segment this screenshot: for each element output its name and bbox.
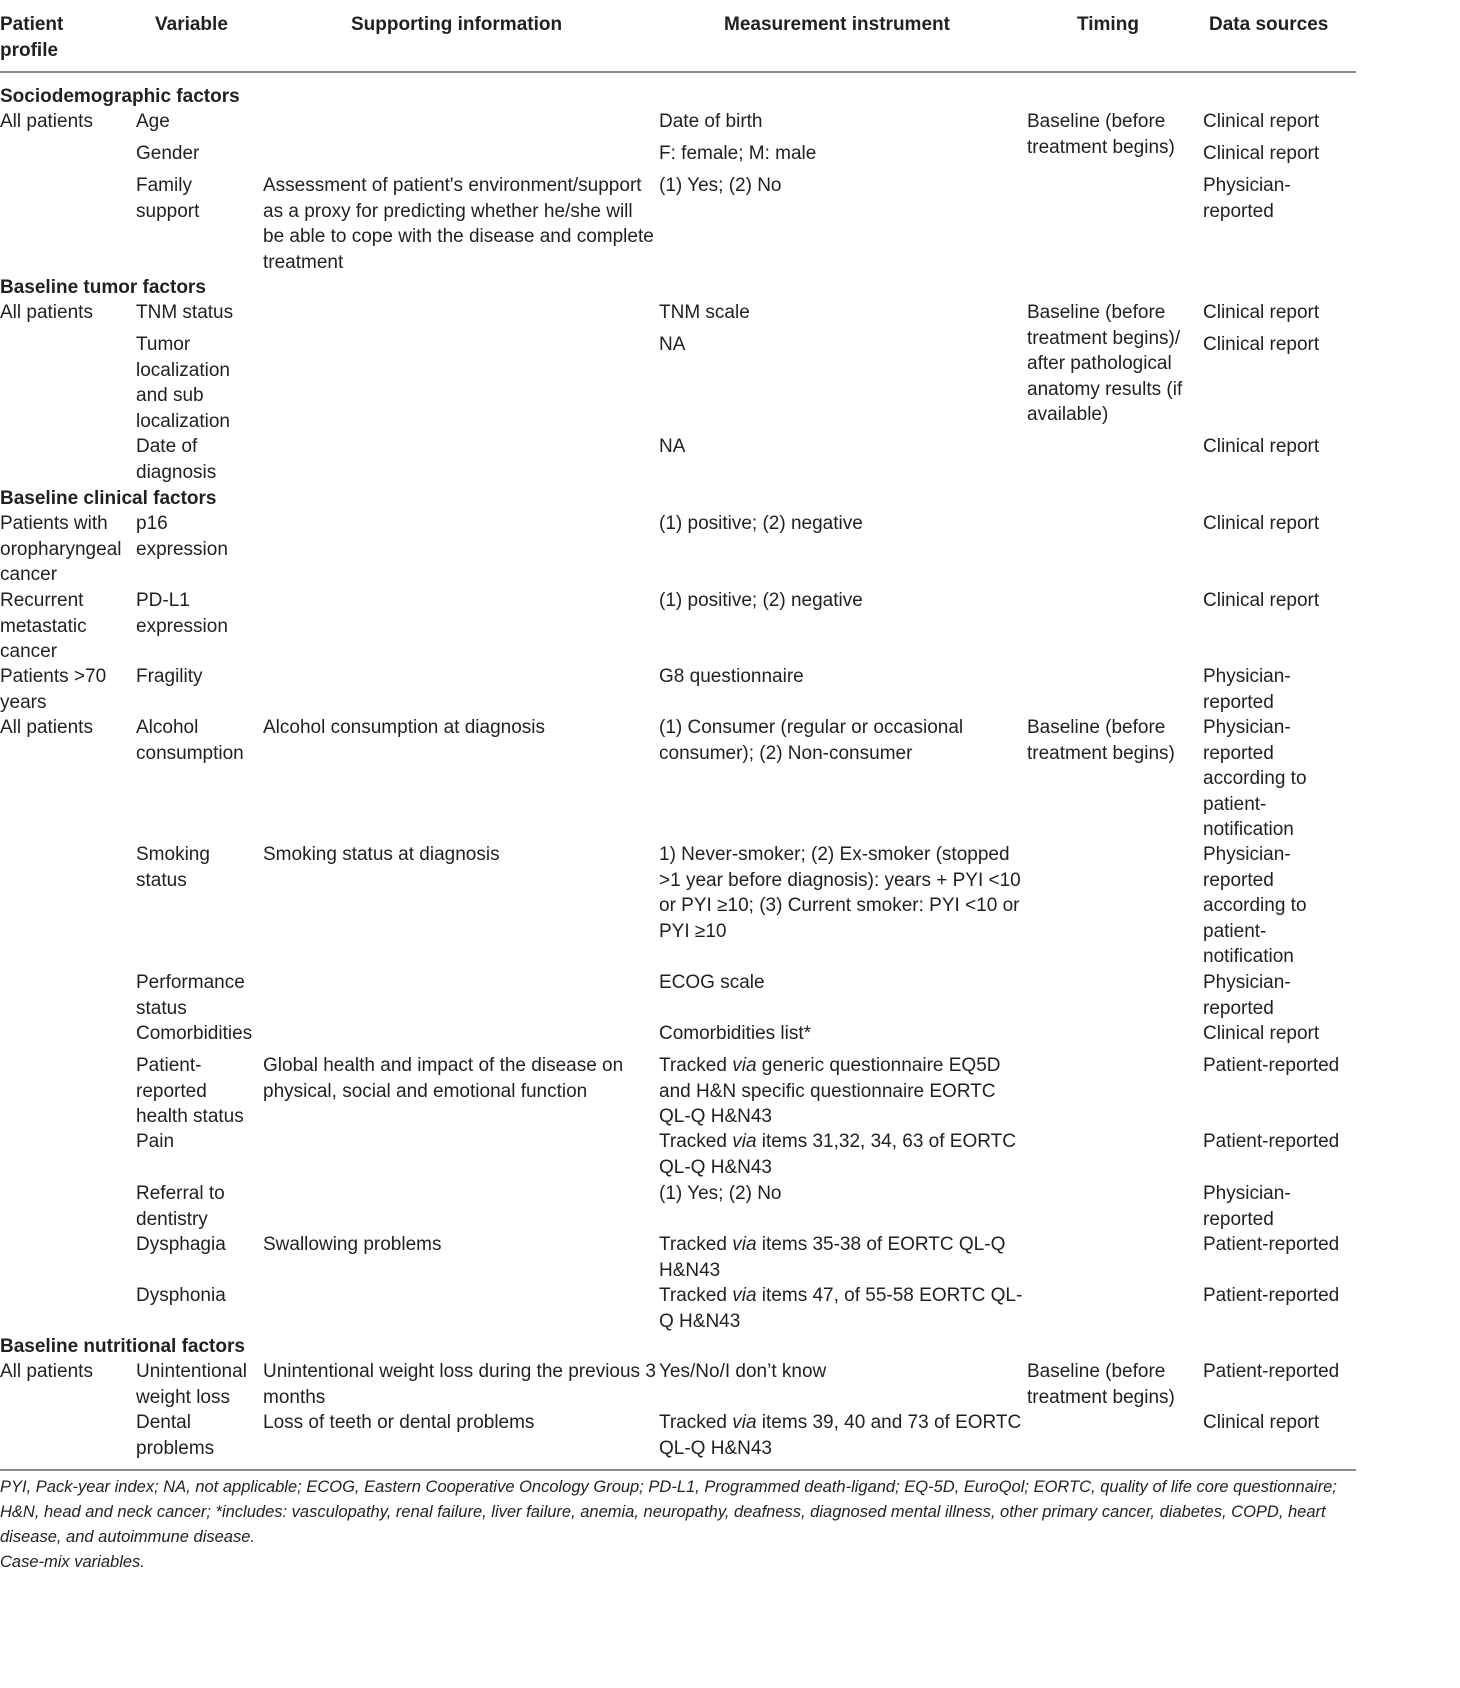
cell-variable: Comorbidities [136,1023,253,1044]
cell-instrument: G8 questionnaire [659,666,804,687]
cell-source: Patient-reported [1203,1285,1340,1306]
cell-variable: p16 expression [136,513,228,560]
cell-source: Patient-reported [1203,1361,1340,1382]
cell-variable: Date of diagnosis [136,436,217,483]
cell-source: Clinical report [1203,1412,1320,1433]
cell-instrument: Tracked via items 35-38 of EORTC QL-Q H&N43 [659,1234,1006,1281]
cell-timing: Baseline (before treatment begins) [1027,111,1175,158]
cell-timing: Baseline (before treatment begins) [1027,717,1175,764]
cell-source: Clinical report [1203,143,1320,164]
cell-instrument: NA [659,334,686,355]
cell-profile: Recurrent metastatic cancer [0,590,87,662]
cell-supporting: Global health and impact of the disease on physical, social and emotional function [263,1055,624,1102]
cell-variable: Dysphagia [136,1234,226,1255]
cell-variable: Age [136,111,170,132]
section-baseline-clinical: Baseline clinical factors [0,488,217,509]
footnote-case-mix: Case-mix variables. [0,1553,145,1571]
cell-supporting: Unintentional weight loss during the previous 3 months [263,1361,656,1408]
cell-supporting: Swallowing problems [263,1234,442,1255]
cell-source: Clinical report [1203,334,1320,355]
cell-variable: Smoking status [136,844,210,891]
section-baseline-nutritional: Baseline nutritional factors [0,1336,245,1357]
cell-instrument: (1) positive; (2) negative [659,513,863,534]
cell-instrument: Tracked via items 31,32, 34, 63 of EORTC QL-Q H&N43 [659,1131,1016,1178]
cell-profile: All patients [0,302,93,323]
cell-profile: All patients [0,111,93,132]
header-variable: Variable [155,14,228,35]
cell-source: Physician- reported [1203,972,1291,1019]
cell-instrument: (1) Consumer (regular or occasional consumer); (2) Non-consumer [659,717,964,764]
header-supporting-information: Supporting information [351,14,563,35]
cell-variable: Performance status [136,972,245,1019]
cell-source: Physician- reported [1203,1183,1291,1230]
cell-variable: Dental problems [136,1412,215,1459]
cell-variable: Patient- reported health status [136,1055,244,1127]
cell-source: Clinical report [1203,111,1320,132]
cell-profile: All patients [0,1361,93,1382]
section-sociodemographic: Sociodemographic factors [0,86,240,107]
cell-variable: PD-L1 expression [136,590,228,637]
cell-profile: Patients >70 years [0,666,107,713]
footnote-line: H&N, head and neck cancer; *includes: vasculopathy, renal failure, liver failure, anemia, neuropathy, deafness, diagnosed mental illness, other primary cancer, diabetes, COPD, heart [0,1503,1326,1521]
header-patient-profile: Patient profile [0,14,64,61]
section-baseline-tumor: Baseline tumor factors [0,277,206,298]
cell-variable: TNM status [136,302,234,323]
cell-source: Clinical report [1203,436,1320,457]
cell-variable: Dysphonia [136,1285,226,1306]
cell-instrument: Tracked via items 47, of 55-58 EORTC QL- Q H&N43 [659,1285,1023,1332]
cell-source: Physician- reported according to patient- notification [1203,717,1307,840]
cell-supporting: Loss of teeth or dental problems [263,1412,535,1433]
cell-instrument: Tracked via items 39, 40 and 73 of EORTC QL-Q H&N43 [659,1412,1022,1459]
cell-instrument: Comorbidities list* [659,1023,812,1044]
cell-instrument: Yes/No/I don’t know [659,1361,827,1382]
cell-supporting: Assessment of patient's environment/support as a proxy for predicting whether he/she will be able to cope with the disease and complete treatment [263,175,654,273]
cell-source: Physician- reported [1203,175,1291,222]
cell-instrument: Tracked via generic questionnaire EQ5D and H&N specific questionnaire EORTC QL-Q H&N43 [659,1055,1001,1127]
cell-source: Clinical report [1203,513,1320,534]
table-bottom-divider [0,1469,1356,1471]
cell-profile: All patients [0,717,93,738]
cell-source: Patient-reported [1203,1234,1340,1255]
cell-source: Clinical report [1203,302,1320,323]
cell-profile: Patients with oropharyngeal cancer [0,513,122,585]
cell-variable: Gender [136,143,200,164]
cell-instrument: Date of birth [659,111,763,132]
cell-variable: Alcohol consumption [136,717,244,764]
cell-supporting: Alcohol consumption at diagnosis [263,717,546,738]
cell-timing: Baseline (before treatment begins)/ after pathological anatomy results (if available) [1027,302,1183,425]
cell-variable: Family support [136,175,200,222]
cell-source: Clinical report [1203,590,1320,611]
header-divider [0,71,1356,73]
cell-variable: Unintentional weight loss [136,1361,247,1408]
cell-instrument: F: female; M: male [659,143,817,164]
cell-instrument: NA [659,436,686,457]
cell-instrument: (1) positive; (2) negative [659,590,863,611]
cell-variable: Tumor localization and sub localization [136,334,230,432]
cell-variable: Fragility [136,666,203,687]
header-timing: Timing [1077,14,1139,35]
cell-instrument: TNM scale [659,302,750,323]
cell-source: Physician- reported [1203,666,1291,713]
cell-instrument: 1) Never-smoker; (2) Ex-smoker (stopped >1 year before diagnosis): years + PYI <10 or PYI ≥10; (3) Current smoker: PYI <10 or PYI ≥10 [659,844,1021,942]
cell-source: Clinical report [1203,1023,1320,1044]
cell-variable: Referral to dentistry [136,1183,225,1230]
cell-source: Patient-reported [1203,1131,1340,1152]
cell-timing: Baseline (before treatment begins) [1027,1361,1175,1408]
cell-variable: Pain [136,1131,175,1152]
header-data-sources: Data sources [1209,14,1329,35]
cell-supporting: Smoking status at diagnosis [263,844,500,865]
cell-instrument: (1) Yes; (2) No [659,175,782,196]
footnote-line: disease, and autoimmune disease. [0,1528,255,1546]
cell-source: Physician- reported according to patient- notification [1203,844,1307,967]
cell-instrument: ECOG scale [659,972,765,993]
cell-source: Patient-reported [1203,1055,1340,1076]
header-measurement-instrument: Measurement instrument [724,14,950,35]
cell-instrument: (1) Yes; (2) No [659,1183,782,1204]
footnote-line: PYI, Pack-year index; NA, not applicable; ECOG, Eastern Cooperative Oncology Group; PD-L1, Programmed death-ligand; EQ-5D, EuroQol; EORTC, quality of life core questionnaire; [0,1478,1337,1496]
